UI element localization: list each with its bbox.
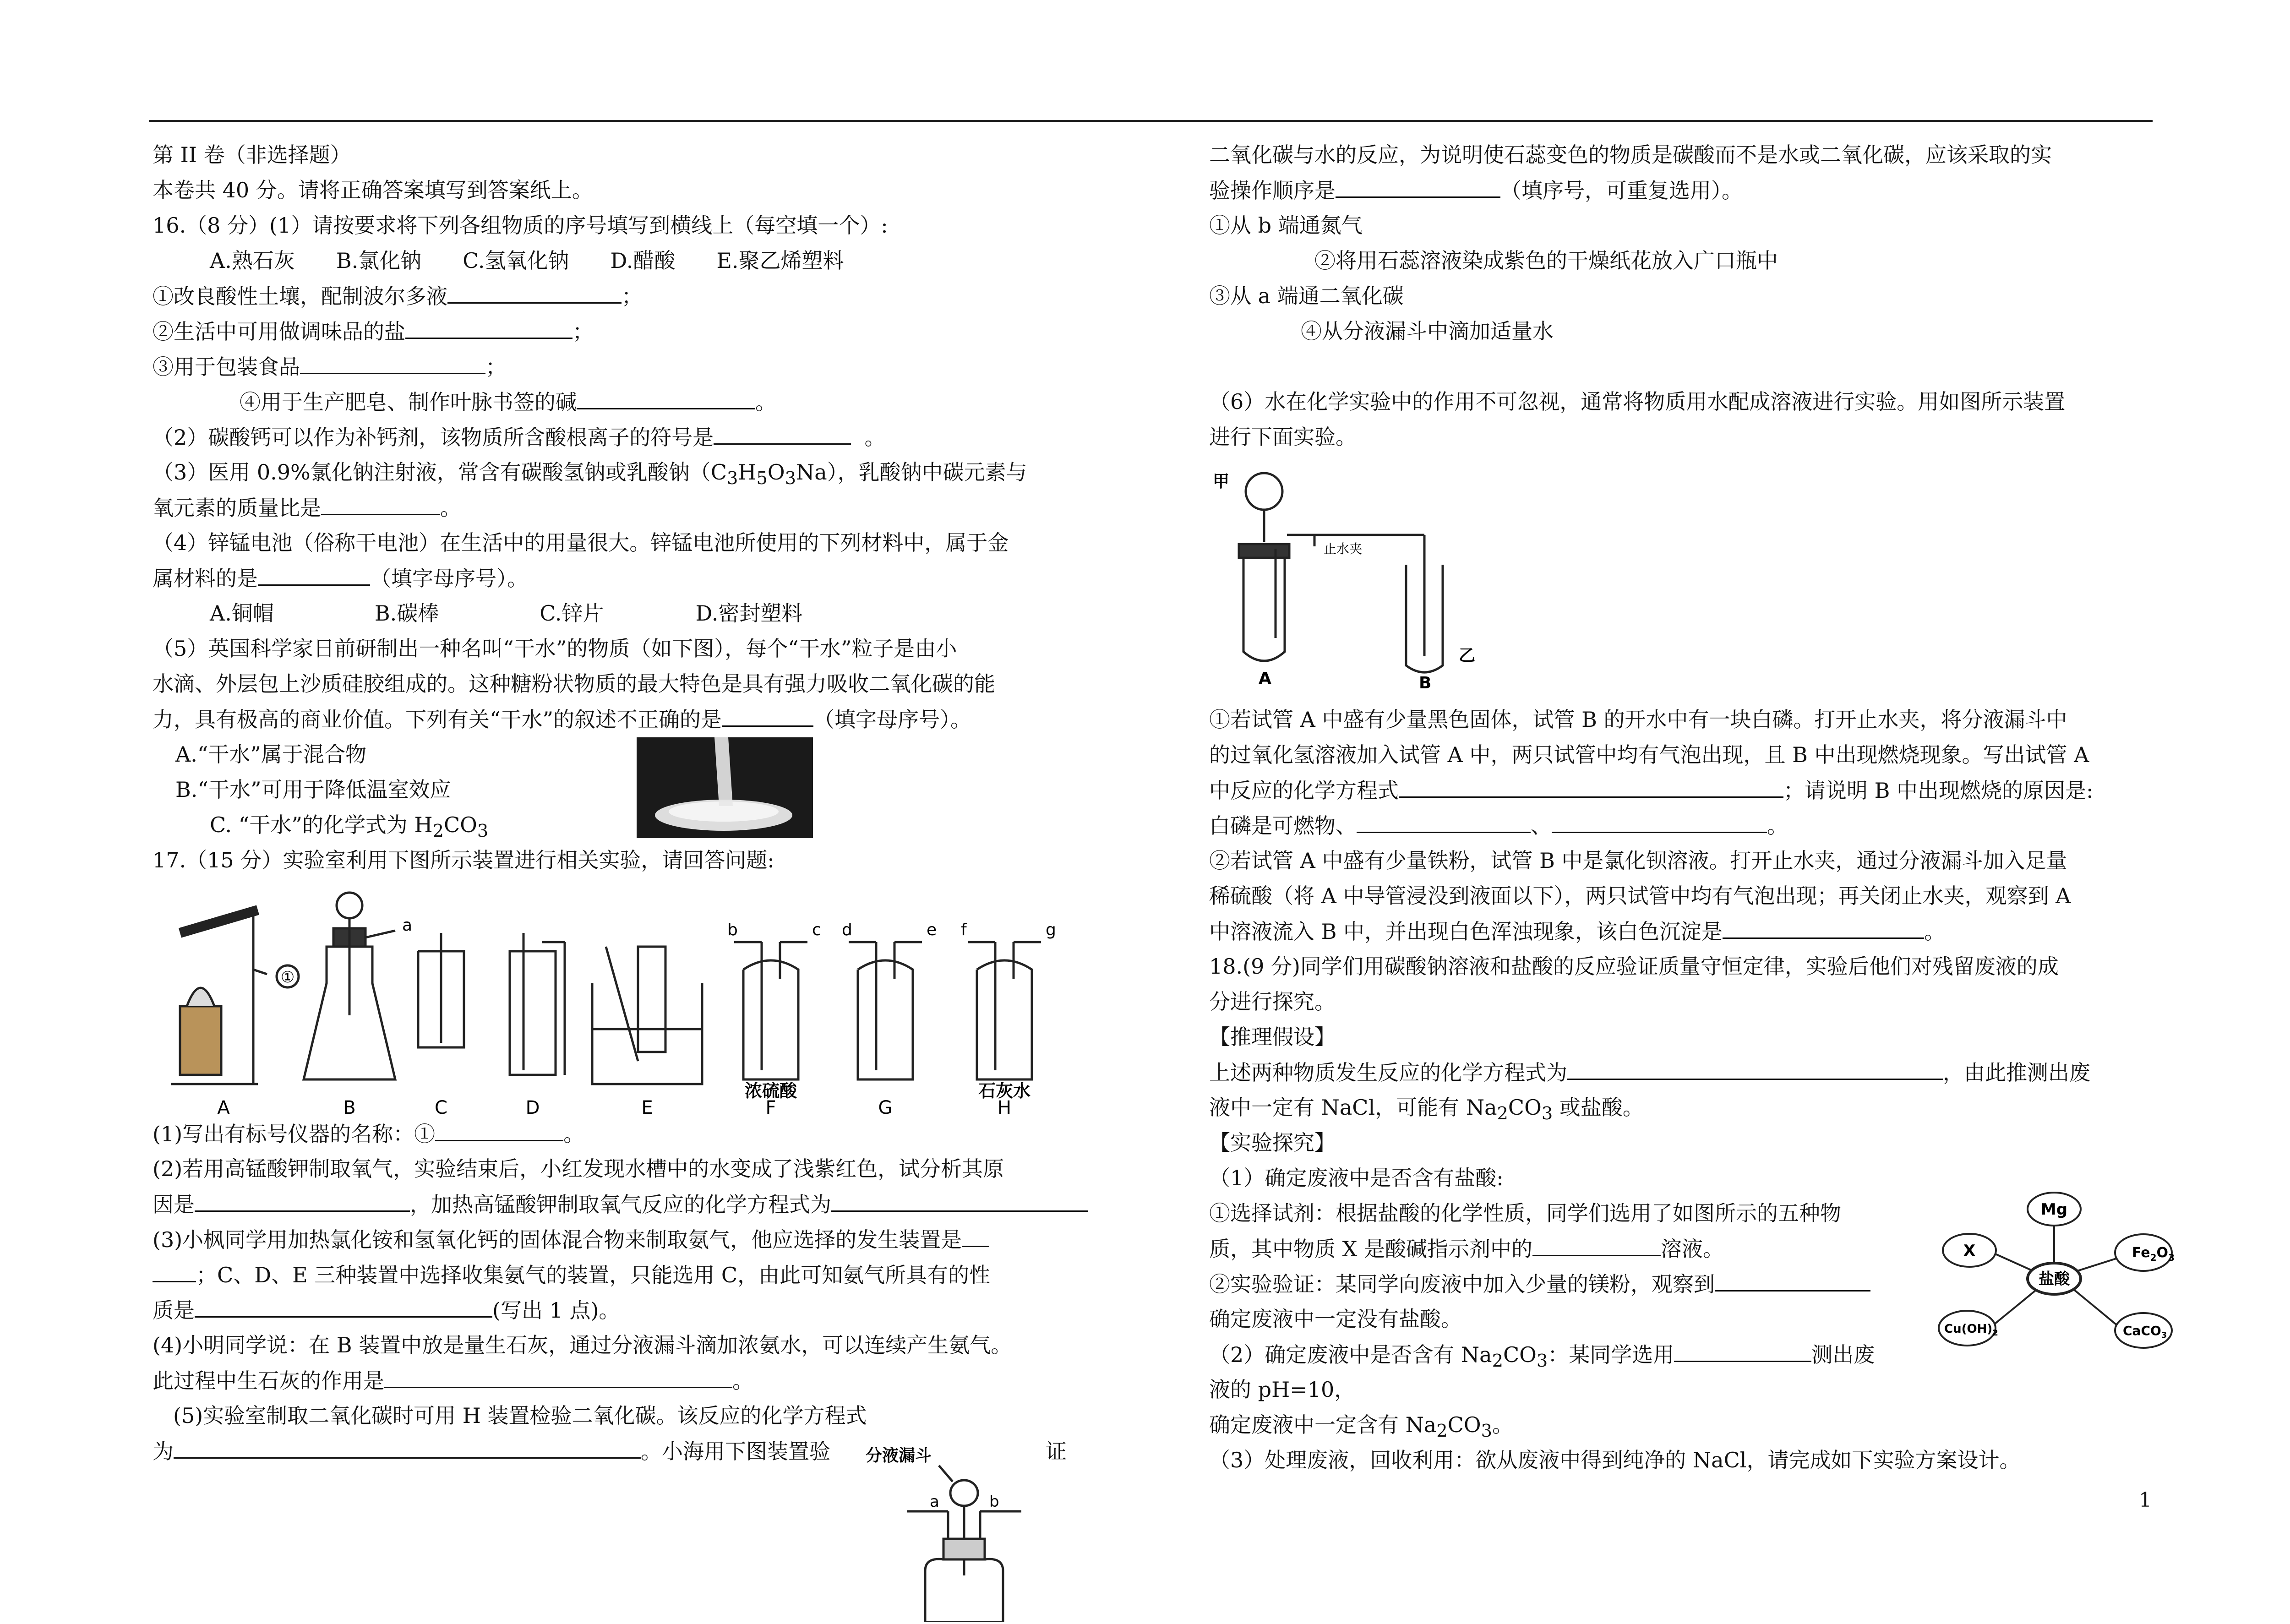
hcl-relation-web <box>1937 1182 2176 1365</box>
label-jia: 甲 <box>1213 472 1230 491</box>
answer-blank[interactable] <box>321 490 440 515</box>
q16-option-a: A.熟石灰 <box>210 248 295 273</box>
q16-p4-option-a: A.铜帽 <box>210 601 274 626</box>
answer-blank[interactable] <box>195 1187 410 1212</box>
exp-1d: 确定废液中一定没有盐酸。 <box>1209 1307 1462 1331</box>
app-label-c: C <box>435 1097 447 1116</box>
q16-p4-option-b: B.碳棒 <box>374 601 439 626</box>
answer-blank[interactable] <box>1399 773 1783 798</box>
q16-option-d: D.醋酸 <box>610 248 676 273</box>
q16-p5-option-b: B.“干水”可用于降低温室效应 <box>175 777 451 802</box>
answer-blank[interactable] <box>405 314 572 339</box>
q16-part-4b: 属材料的是 （填字母序号）。 <box>153 561 1101 596</box>
q17-head: 17.（15 分）实验室利用下图所示装置进行相关实验，请回答问题: <box>153 848 774 872</box>
q17-sub-3a: (3)小枫同学用加热氯化铵和氢氧化钙的固体混合物来制取氨气，他应选择的发生装置是 <box>153 1222 1101 1257</box>
funnel-title: 分液漏斗 <box>866 1446 932 1465</box>
q16-p4-option-c: C.锌片 <box>540 601 604 626</box>
answer-blank[interactable] <box>258 561 370 586</box>
q16-part-5c: 力，具有极高的商业价值。下列有关“干水”的叙述不正确的是 （填字母序号）。 <box>153 702 1101 737</box>
r-line-2: 验操作顺序是 （填序号，可重复选用）。 <box>1209 173 2157 208</box>
web-mg: Mg <box>2040 1200 2068 1219</box>
label-tube-b: B <box>1419 674 1432 692</box>
answer-blank[interactable] <box>435 1116 563 1141</box>
q16-part-2: （2）碳酸钙可以作为补钙剂，该物质所含酸根离子的符号是 。 <box>153 420 1101 455</box>
q17-sub-5a: (5)实验室制取二氧化碳时可用 H 装置检验二氧化碳。该反应的化学方程式 <box>173 1403 867 1428</box>
heading-experiment: 【实验探究】 <box>1209 1130 1336 1155</box>
section-intro: 本卷共 40 分。请将正确答案填写到答案纸上。 <box>153 178 593 202</box>
q17-sub-4a: (4)小明同学说：在 B 装置中放是量生石灰，通过分液漏斗滴加浓氨水，可以连续产生氨气。 <box>153 1333 1012 1357</box>
exp-1a: ①选择试剂：根据盐酸的化学性质，同学们选用了如图所示的五种物 <box>1209 1201 1841 1226</box>
label-yi: 乙 <box>1459 646 1476 665</box>
dry-water-photo <box>637 737 813 838</box>
web-x: X <box>1963 1242 1976 1260</box>
funnel-apparatus <box>861 1443 1081 1622</box>
port-f: f <box>961 921 967 939</box>
exp-2a: （2）确定废液中是否含有 $Na_2CO_3$：某同学选用 测出废 <box>1209 1337 2157 1372</box>
hcl-web-drawing <box>1937 1182 2176 1365</box>
q17-sub-4b: 此过程中生石灰的作用是 。 <box>153 1363 1101 1398</box>
q17-sub-2b: 因是 ，加热高锰酸钾制取氧气反应的化学方程式为 <box>153 1187 1101 1222</box>
funnel-port-b: b <box>989 1493 999 1511</box>
q17-sub-5b: 为 。小海用下图装置验 证 <box>153 1433 1101 1469</box>
app-label-b: B <box>343 1097 356 1116</box>
tube-figure <box>1209 455 2157 702</box>
answer-blank[interactable] <box>577 384 755 409</box>
port-e: e <box>927 921 937 939</box>
app-label-a: A <box>217 1097 230 1116</box>
f-label: 浓硫酸 <box>744 1081 797 1101</box>
q16-p5-option-a: A.“干水”属于混合物 <box>175 742 366 767</box>
q16-options <box>153 243 1101 278</box>
exp-3: （3）处理废液，回收利用：欲从废液中得到纯净的 NaCl，请完成如下实验方案设计。 <box>1209 1448 2021 1472</box>
answer-blank[interactable] <box>153 1257 196 1282</box>
q16-p4-option-d: D.密封塑料 <box>695 601 803 626</box>
exp-1: （1）确定废液中是否含有盐酸: <box>1209 1166 1504 1190</box>
q6-1c: 中反应的化学方程式 ；请说明 B 中出现燃烧的原因是: <box>1209 773 2157 808</box>
q16-p5-option-c: C. “干水”的化学式为 $H_2CO_3$ <box>210 812 489 842</box>
left-column <box>153 137 1101 1469</box>
q16-item-2: ②生活中可用做调味品的盐 ； <box>153 314 1101 349</box>
label-port-a: a <box>402 916 413 935</box>
heading-hypothesis: 【推理假设】 <box>1209 1025 1336 1049</box>
q16-part-4a: （4）锌锰电池（俗称干电池）在生活中的用量很大。锌锰电池所使用的下列材料中，属于金 <box>153 530 1009 555</box>
apparatus-figure <box>153 878 1101 1116</box>
label-mark-1: ① <box>280 968 295 986</box>
q6-1d: 白磷是可燃物、 、 。 <box>1209 808 2157 843</box>
answer-blank[interactable] <box>1674 1337 1811 1362</box>
exp-1c: ②实验验证：某同学向废液中加入少量的镁粉，观察到 <box>1209 1266 2157 1302</box>
port-b: b <box>727 921 738 939</box>
exp-1b: 质，其中物质 X 是酸碱指示剂中的 溶液。 <box>1209 1231 2157 1266</box>
hypothesis-b: 液中一定有 NaCl，可能有 $Na_2CO_3$ 或盐酸。 <box>1209 1095 1644 1124</box>
answer-blank[interactable] <box>1723 914 1924 939</box>
q16-part-5b: 水滴、外层包上沙质硅胶组成的。这种糖粉状物质的最大特色是具有强力吸收二氧化碳的能 <box>153 671 995 696</box>
app-label-f: F <box>765 1097 776 1116</box>
web-fe2o3: $Fe_2O_3$ <box>2132 1245 2175 1263</box>
hypothesis-a: 上述两种物质发生反应的化学方程式为 ，由此推测出废 <box>1209 1055 2157 1090</box>
q16-option-b: B.氯化钠 <box>336 248 422 273</box>
answer-blank[interactable] <box>174 1433 641 1459</box>
tube-drawing <box>1209 455 1576 702</box>
section-title: 第 II 卷（非选择题） <box>153 142 351 167</box>
q17-sub-3c: 质是 (写出 1 点)。 <box>153 1292 1101 1328</box>
answer-blank[interactable] <box>1715 1266 1870 1292</box>
q6-2c: 中溶液流入 B 中，并出现白色浑浊现象，该白色沉淀是 。 <box>1209 914 2157 949</box>
funnel-port-a: a <box>930 1493 939 1511</box>
app-label-e: E <box>641 1097 653 1116</box>
q6-head-a: （6）水在化学实验中的作用不可忽视，通常将物质用水配成溶液进行实验。用如图所示装置 <box>1209 389 2066 414</box>
answer-blank[interactable] <box>1336 173 1500 198</box>
answer-blank[interactable] <box>714 420 851 445</box>
answer-blank[interactable] <box>447 278 622 304</box>
q16-item-1: ①改良酸性土壤，配制波尔多液 ； <box>153 278 1101 314</box>
app-label-g: G <box>878 1097 893 1116</box>
q6-2a: ②若试管 A 中盛有少量铁粉，试管 B 中是氯化钡溶液。打开止水夹，通过分液漏斗加入足量 <box>1209 848 2067 873</box>
op-1: ①从 b 端通氮气 <box>1209 213 1363 238</box>
q16-item-4: ④用于生产肥皂、制作叶脉书签的碱 。 <box>153 384 1101 420</box>
q16-item-3: ③用于包装食品 ； <box>153 349 1101 384</box>
op-3: ③从 a 端通二氧化碳 <box>1209 283 1404 308</box>
answer-blank[interactable] <box>195 1292 492 1318</box>
q16-option-c: C.氢氧化钠 <box>463 248 569 273</box>
q17-sub-2a: (2)若用高锰酸钾制取氧气，实验结束后，小红发现水槽中的水变成了浅紫红色，试分析其原 <box>153 1156 1004 1181</box>
h-label: 石灰水 <box>978 1081 1031 1101</box>
q16-head: 16.（8 分）(1）请按要求将下列各组物质的序号填写到横线上（每空填一个）: <box>153 213 888 238</box>
q16-part-4-options <box>153 596 1101 631</box>
q16-part-3a: （3）医用 0.9%氯化钠注射液，常含有碳酸氢钠或乳酸钠$(C_3H_5O_3Na)$，乳酸钠中碳元素与 <box>153 460 1027 489</box>
answer-blank[interactable] <box>831 1187 1088 1212</box>
q16-part-3b: 氧元素的质量比是 。 <box>153 490 1101 525</box>
answer-blank[interactable] <box>962 1222 989 1247</box>
port-g: g <box>1046 921 1056 939</box>
answer-blank[interactable] <box>1532 1231 1661 1256</box>
q18-b: 分进行探究。 <box>1209 989 1336 1014</box>
answer-blank[interactable] <box>300 349 485 374</box>
port-c: c <box>812 921 821 939</box>
r-line-1: 二氧化碳与水的反应，为说明使石蕊变色的物质是碳酸而不是水或二氧化碳，应该采取的实 <box>1209 142 2052 167</box>
funnel-drawing <box>861 1443 1081 1622</box>
web-caco3: CaCO$_3$ <box>2123 1323 2167 1340</box>
top-rule <box>149 120 2153 122</box>
op-2: ②将用石蕊溶液染成紫色的干燥纸花放入广口瓶中 <box>1314 248 1778 273</box>
answer-blank[interactable] <box>722 702 813 727</box>
app-label-h: H <box>997 1097 1012 1116</box>
q6-1a: ①若试管 A 中盛有少量黑色固体，试管 B 的开水中有一块白磷。打开止水夹，将分液漏斗中 <box>1209 707 2067 732</box>
q16-option-e: E.聚乙烯塑料 <box>716 248 844 273</box>
q17-sub-3b: ；C、D、E 三种装置中选择收集氨气的装置，只能选用 C，由此可知氨气所具有的性 <box>153 1257 1101 1292</box>
answer-blank[interactable] <box>384 1363 732 1388</box>
dry-water-image <box>637 737 813 838</box>
q6-2b: 稀硫酸（将 A 中导管浸没到液面以下），两只试管中均有气泡出现；再关闭止水夹，观察到 A <box>1209 883 2071 908</box>
q16-part-5a: （5）英国科学家日前研制出一种名叫“干水”的物质（如下图），每个“干水”粒子是由小 <box>153 636 957 661</box>
web-cuoh2: $Cu(OH)_2$ <box>1944 1322 1998 1338</box>
op-4: ④从分液漏斗中滴加适量水 <box>1301 319 1554 343</box>
q6-1b: 的过氧化氢溶液加入试管 A 中，两只试管中均有气泡出现，且 B 中出现燃烧现象。写出试管 A <box>1209 742 2089 767</box>
port-d: d <box>842 921 852 939</box>
exp-2c: 确定废液中一定含有 $Na_2CO_3$。 <box>1209 1412 1513 1442</box>
q6-head-b: 进行下面实验。 <box>1209 425 1357 449</box>
apparatus-drawing <box>153 878 1101 1116</box>
label-clip: 止水夹 <box>1324 541 1363 556</box>
web-center: 盐酸 <box>2039 1270 2070 1288</box>
answer-blank[interactable] <box>1567 1055 1943 1080</box>
q18-a: 18.(9 分)同学们用碳酸钠溶液和盐酸的反应验证质量守恒定律，实验后他们对残留废液的成 <box>1209 954 2059 979</box>
page-number: 1 <box>2139 1488 2152 1512</box>
label-tube-a: A <box>1259 669 1271 688</box>
q17-sub-1: (1)写出有标号仪器的名称：① 。 <box>153 1116 1101 1151</box>
answer-blank[interactable] <box>1357 808 1531 833</box>
app-label-d: D <box>525 1097 540 1116</box>
exp-2b: 液的 pH=10， <box>1209 1377 1356 1402</box>
answer-blank[interactable] <box>1552 808 1767 833</box>
